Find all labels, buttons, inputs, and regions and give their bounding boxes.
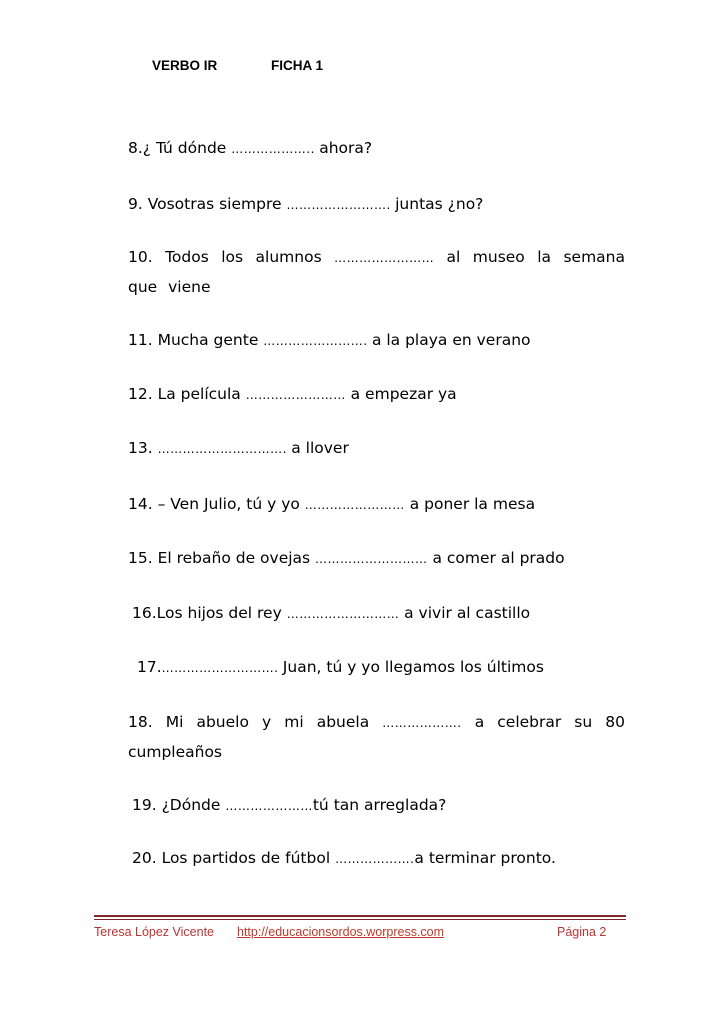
item-text-after: Juan, tú y yo llegamos los últimos: [282, 658, 544, 676]
blank-dots: ………………………: [286, 607, 400, 621]
exercise-item-15: [128, 548, 565, 569]
blank-dots: ……………………….: [161, 661, 283, 675]
exercise-item-16: [132, 603, 530, 624]
item-text-after: juntas ¿no?: [395, 195, 484, 213]
exercise-item-12: [128, 384, 457, 405]
exercise-item-14: [128, 494, 535, 515]
footer-link[interactable]: http://educacionsordos.worpress.com: [237, 925, 445, 939]
blank-dots: ………………..: [231, 142, 320, 156]
item-text-before: 16.Los hijos del rey: [132, 604, 287, 622]
item-text-after: a poner la mesa: [404, 495, 536, 513]
exercise-item-11: [128, 330, 531, 351]
item-text-before: 15. El rebaño de ovejas: [128, 549, 316, 567]
exercise-item-10: [128, 243, 625, 302]
item-text-before: 20. Los partidos de fútbol: [132, 849, 336, 867]
exercise-item-18: [128, 708, 625, 767]
item-text-after: a vivir al castillo: [399, 604, 531, 622]
footer-rule-thin: [94, 919, 626, 920]
exercise-item-8: [128, 138, 372, 159]
item-text-after: a llover: [291, 439, 349, 457]
blank-dots: …………………….: [286, 198, 396, 212]
item-text-before: 12. La película: [128, 385, 246, 403]
item-text-before: 8.¿ Tú dónde: [128, 139, 232, 157]
exercise-item-20: [132, 848, 556, 869]
item-text-before: 17.: [137, 658, 162, 676]
worksheet-sheet-label: FICHA 1: [271, 58, 324, 73]
blank-dots: ………………………: [315, 552, 428, 566]
exercise-item-13: [128, 438, 349, 459]
item-text-after: ahora?: [319, 139, 373, 157]
item-text-after: tú tan arreglada?: [312, 796, 447, 814]
item-text-before: 18. Mi abuelo y mi abuela: [128, 713, 383, 731]
item-text-before: 11. Mucha gente: [128, 331, 264, 349]
footer-author: Teresa López Vicente: [94, 925, 214, 939]
item-text-before: 14. – Ven Julio, tú y yo: [128, 495, 305, 513]
item-text-after: a empezar ya: [345, 385, 457, 403]
blank-dots: …………………: [225, 799, 313, 813]
item-text-after: a comer al prado: [427, 549, 565, 567]
footer-page-number: Página 2: [557, 925, 607, 939]
item-text-after: a celebrar su 80 cumpleaños: [128, 713, 625, 761]
worksheet-title: VERBO IR: [152, 58, 218, 73]
item-text-after: a la playa en verano: [371, 331, 531, 349]
exercise-item-9: [128, 194, 483, 215]
blank-dots: ……………………: [334, 251, 435, 265]
footer-rule-thick: [94, 915, 626, 917]
item-text-before: 19. ¿Dónde: [132, 796, 226, 814]
item-text-before: 10. Todos los alumnos: [128, 248, 335, 266]
blank-dots: ……………………: [245, 388, 346, 402]
item-text-after: a terminar pronto.: [414, 849, 556, 867]
item-text-after: al museo la semana que viene: [128, 248, 625, 296]
exercise-item-19: [132, 795, 446, 816]
exercise-item-17: [137, 657, 544, 678]
blank-dots: ……………….: [382, 716, 462, 730]
blank-dots: …………………….: [263, 334, 372, 348]
item-text-before: 9. Vosotras siempre: [128, 195, 287, 213]
blank-dots: ………………………….: [157, 442, 292, 456]
item-text-before: 13.: [128, 439, 158, 457]
blank-dots: ……………………: [304, 498, 405, 512]
blank-dots: ……………….: [335, 852, 415, 866]
